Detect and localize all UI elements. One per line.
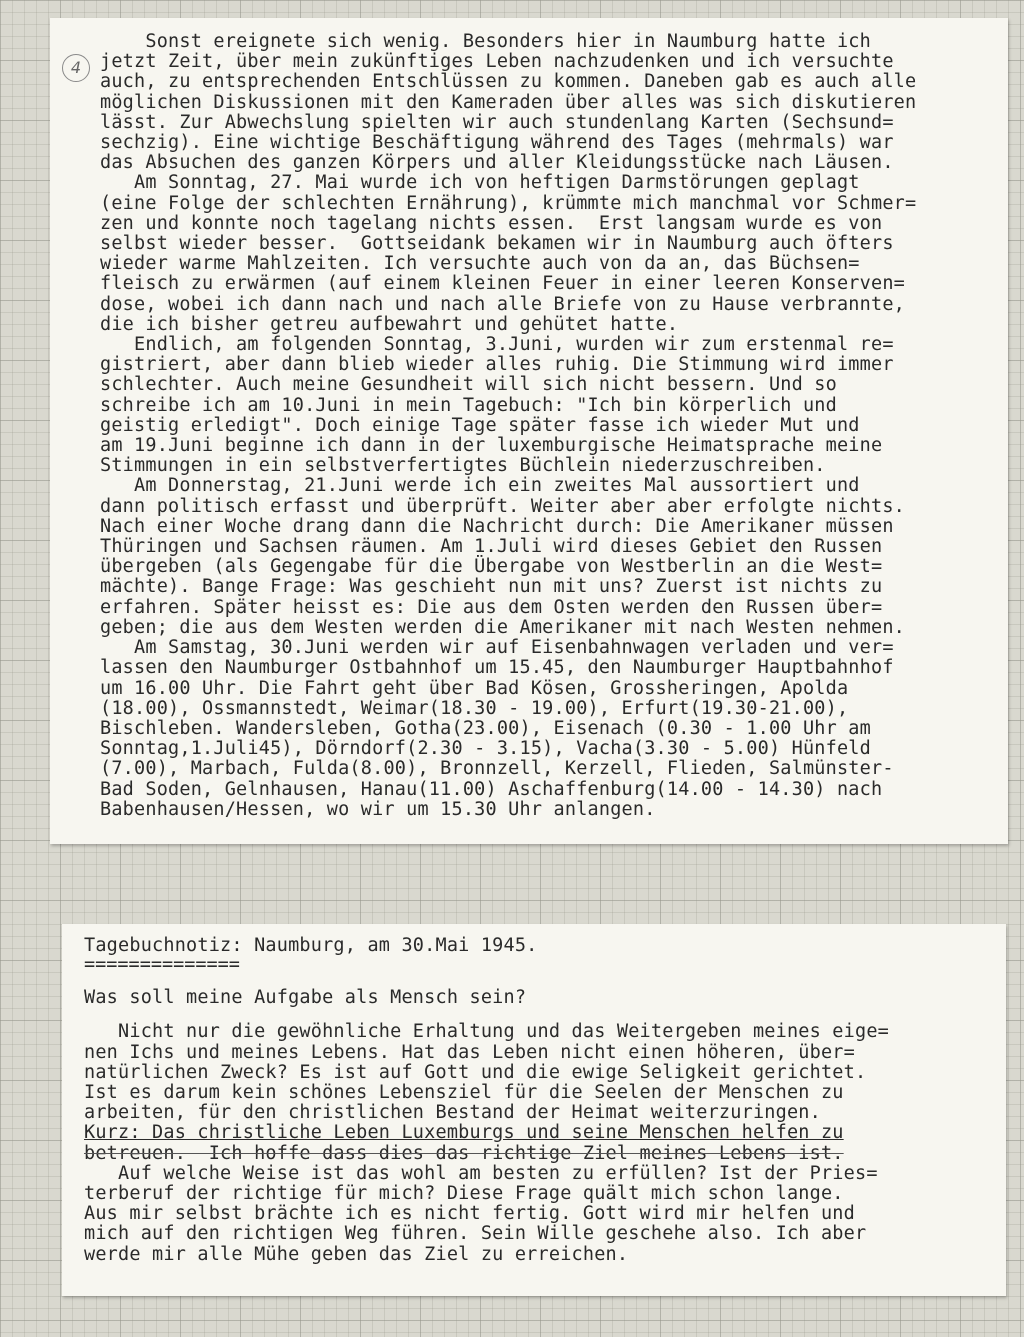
paragraph-registration: Endlich, am folgenden Sonntag, 3.Juni, wurden wir zum erstenmal re= gistriert, aber dann blieb wieder alles ruhig. Die Stimmung wird immer schlechter. Auch meine Gesundheit will sich nicht bessern. Und so schreibe ich am 10.Juni in mein Tagebuch: "Ich bin körperlich und geistig erledigt". Doch einige Tage später fasse ich wieder Mut und am 19.Juni beginne ich dann in der luxemburgische Heimatsprache meine Stimmungen in ein selbstverfertigtes Büchlein niederzuschreiben. (100, 334, 894, 477)
diary-question: Was soll meine Aufgabe als Mensch sein? (84, 987, 527, 1009)
diary-paragraph-1: Nicht nur die gewöhnliche Erhaltung und das Weitergeben meines eige= nen Ichs und meines Lebens. Hat das Leben nicht einen höheren, über= natürlichen Zweck? Es ist auf Gott und die ewige Seligkeit gerichtet. Ist es darum kein schönes Lebensziel für die Seelen der Menschen zu arbeiten, für den christlichen Bestand der Heimat weiterzuringen. (84, 1021, 889, 1124)
diary-heading: Tagebuchnotiz: Naumburg, am 30.Mai 1945. (84, 935, 538, 956)
paragraph-illness: Am Sonntag, 27. Mai wurde ich von heftigen Darmstörungen geplagt (eine Folge der schlechten Ernährung), krümmte mich manchmal vor Schmer= zen und konnte noch tagelang nichts essen. Erst langsam wurde es von selbst wieder besser. Gottseidank bekamen wir in Naumburg auch öfters wieder warme Mahlzeiten. Ich versuchte auch von da an, das Büchsen= fleisch zu erwärmen (auf einem kleinen Feuer in einer leeren Konserven= dose, wobei ich dann nach und nach alle Briefe von zu Hause verbrannte, die ich bisher getreu aufbewahrt und gehütet hatte. (100, 172, 917, 335)
paragraph-sorting: Am Donnerstag, 21.Juni werde ich ein zweites Mal aussortiert und dann politisch erfasst und überprüft. Weiter aber aber erfolgte nichts. Nach einer Woche drang dann die Nachricht durch: Die Amerikaner müssen Thüringen und Sachsen räumen. Am 1.Juli wird dieses Gebiet den Russen übergeben (als Gegengabe für die Übergabe von Westberlin an die West= mächte). Bange Frage: Was geschieht nun mit uns? Zuerst ist nichts zu erfahren. Später heisst es: Die aus dem Osten werden den Russen über= geben; die aus dem Westen werden die Amerikaner mit nach Westen nehmen. (100, 475, 905, 638)
page-number-circle: 4 (62, 54, 90, 82)
diary-struck-line-2: betreuen. Ich hoffe dass dies das richtige Ziel meines Lebens ist. (84, 1142, 844, 1164)
paragraph-train-journey: Am Samstag, 30.Juni werden wir auf Eisenbahnwagen verladen und ver= lassen den Naumburger Ostbahnhof um 15.45, den Naumburger Hauptbahnhof um 16.00 Uhr. Die Fahrt geht über Bad Kösen, Grossheringen, Apolda (18.00), Ossmannstedt, Weimar(18.30 - 19.00), Erfurt(19.30-21.00), Bischleben. Wandersleben, Gotha(23.00), Eisenach (0.30 - 1.00 Uhr am Sonntag,1.Juli45), Dörndorf(2.30 - 3.15), Vacha(3.30 - 5.00) Hünfeld (7.00), Marbach, Fulda(8.00), Bronnzell, Kerzell, Flieden, Salmünster- Bad Soden, Gelnhausen, Hanau(11.00) Aschaffenburg(14.00 - 14.30) nach Babenhausen/Hessen, wo wir um 15.30 Uhr anlangen. (100, 637, 894, 820)
diary-paragraph-2: Auf welche Weise ist das wohl am besten zu erfüllen? Ist der Pries= terberuf der richtige für mich? Diese Frage quält mich schon lange. Aus mir selbst brächte ich es nicht fertig. Gott wird mir helfen und mich auf den richtigen Weg führen. Sein Wille geschehe also. Ich aber werde mir alle Mühe geben das Ziel zu erreichen. (84, 1162, 878, 1265)
diary-underlined-line-1: Kurz: Das christliche Leben Luxemburgs und seine Menschen helfen zu (84, 1122, 844, 1144)
heading-rule: ============== (84, 954, 240, 976)
typed-page-top (50, 18, 1008, 844)
typed-page-diary-note (62, 924, 1006, 1296)
paragraph-naumburg-reflection: Sonst ereignete sich wenig. Besonders hier in Naumburg hatte ich jetzt Zeit, über mein zukünftiges Leben nachzudenken und ich versuchte auch, zu entsprechenden Entschlüssen zu kommen. Daneben gab es auch alle möglichen Diskussionen mit den Kameraden über alles was sich diskutieren lässt. Zur Abwechslung spielten wir auch stundenlang Karten (Sechsund= sechzig). Eine wichtige Beschäftigung während des Tages (mehrmals) war das Absuchen des ganzen Körpers und aller Kleidungsstücke nach Läusen. (100, 31, 917, 174)
